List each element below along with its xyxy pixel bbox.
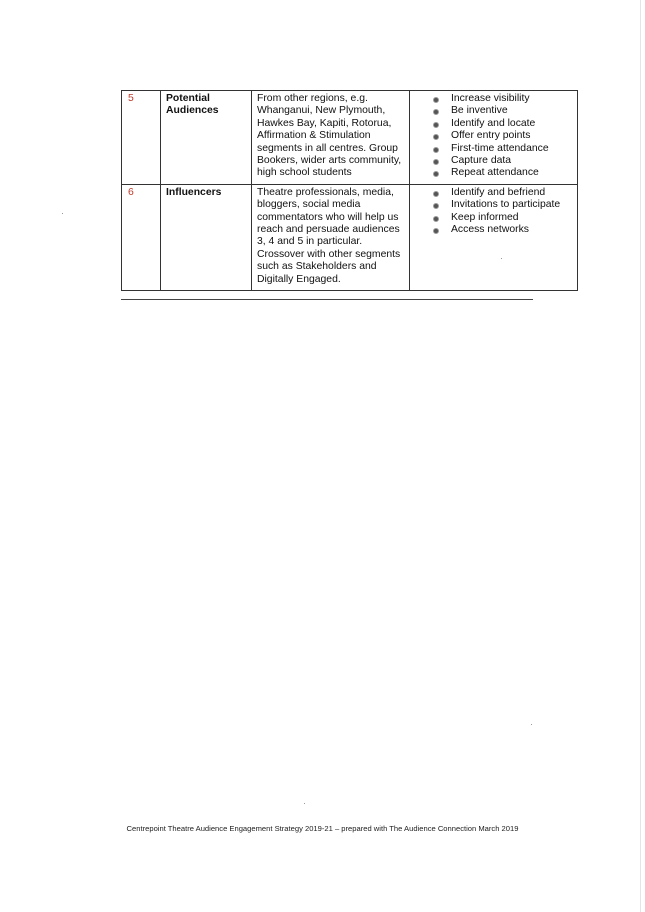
action-text: Repeat attendance [451,167,539,179]
action-text: Identify and befriend [451,186,546,198]
segment-name-line: Audiences [166,105,219,117]
table-row [122,184,578,290]
action-text: Invitations to participate [451,199,561,211]
bullet-icon [433,203,439,209]
bullet-icon [433,97,439,103]
scan-speck [304,803,305,804]
action-text: Access networks [451,224,529,236]
action-text: First-time attendance [451,142,549,154]
action-text: Capture data [451,155,512,167]
list-item [433,187,572,199]
action-list [415,93,572,180]
list-item [433,224,572,236]
list-item [433,199,572,211]
list-item [433,105,572,117]
page-footer: Centrepoint Theatre Audience Engagement Strategy 2019-21 – prepared with The Audience Connection March 2019 [126,824,519,833]
action-text: Keep informed [451,211,519,223]
action-list [415,187,572,237]
horizontal-rule [121,299,533,300]
bullet-icon [433,109,439,115]
list-item [433,93,572,105]
bullet-icon [433,159,439,165]
scan-speck [62,213,63,214]
list-item [433,167,572,179]
action-text: Identify and locate [451,117,536,129]
segment-name [161,91,252,185]
list-item [433,143,572,155]
action-text: Increase visibility [451,93,530,104]
page-edge [640,0,641,912]
segment-name-line: Potential [166,93,210,104]
bullet-icon [433,134,439,140]
bullet-icon [433,122,439,128]
segment-description: Theatre professionals, media, bloggers, social media commentators who will help us reach and persuade audiences 3, 4 and 5 in particular. Crossover with other segments such as Stakeholders and Digitally Engaged. [252,184,410,290]
bullet-icon [433,147,439,153]
scan-speck [531,724,532,725]
bullet-icon [433,191,439,197]
bullet-icon [433,228,439,234]
action-text: Offer entry points [451,130,531,142]
segment-name [161,184,252,290]
segment-description: From other regions, e.g. Whanganui, New Plymouth, Hawkes Bay, Kapiti, Rotorua, Affirmation & Stimulation segments in all centres. Group Bookers, wider arts community, high school students [252,91,410,185]
list-item [433,212,572,224]
action-text: Be inventive [451,105,508,117]
list-item [433,118,572,130]
segment-actions [410,91,578,185]
list-item [433,130,572,142]
bullet-icon [433,216,439,222]
row-number: 6 [122,184,161,290]
bullet-icon [433,171,439,177]
list-item [433,155,572,167]
row-number: 5 [122,91,161,185]
segment-actions [410,184,578,290]
audience-segments-table [121,90,578,291]
scan-speck [501,258,502,259]
table-row [122,91,578,185]
segment-name-line: Influencers [166,186,222,198]
